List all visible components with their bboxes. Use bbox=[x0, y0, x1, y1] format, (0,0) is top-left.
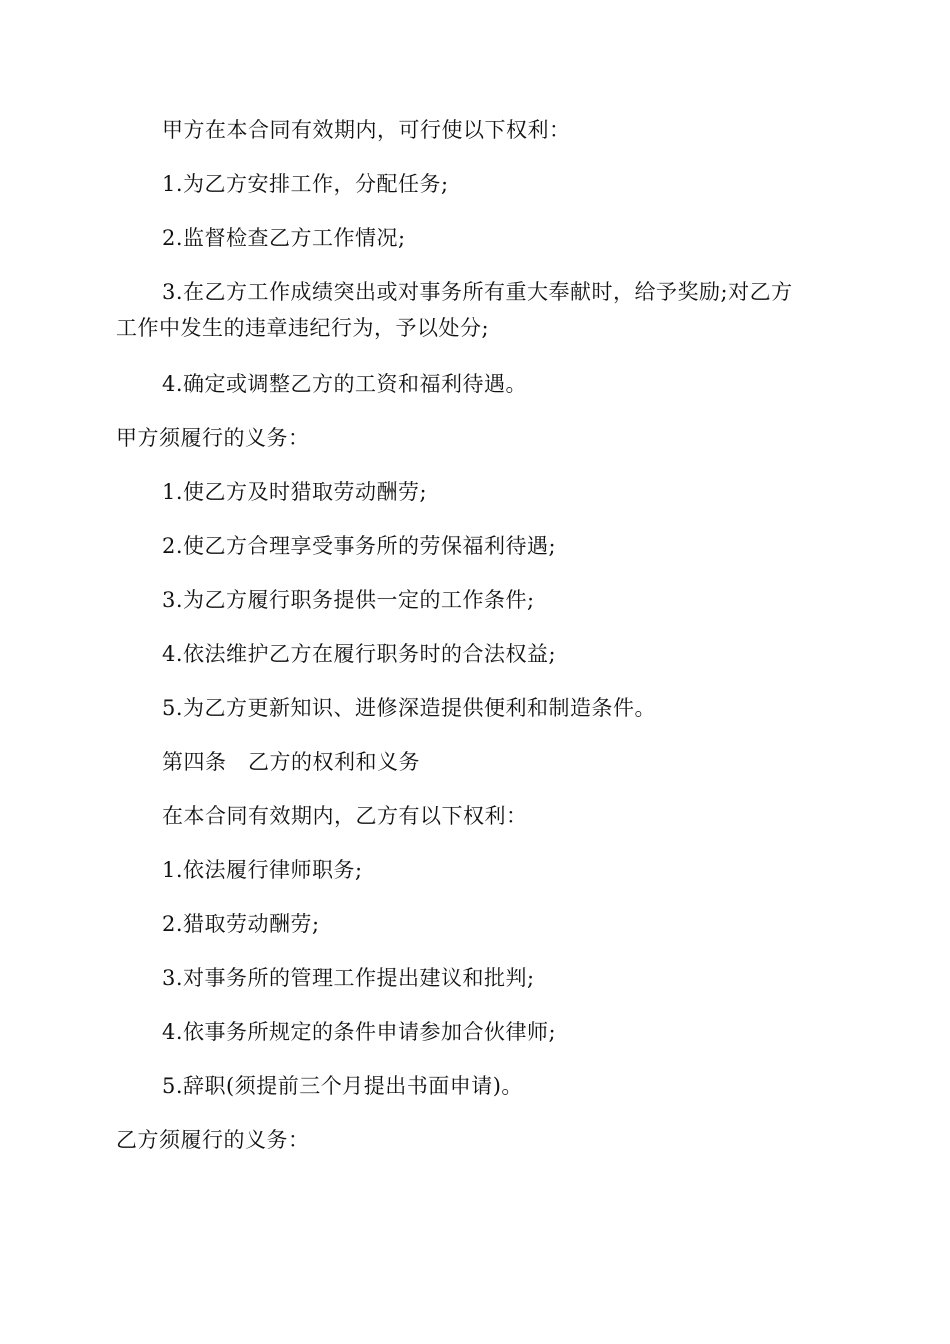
list-item-a-duty-3: 3.为乙方履行职务提供一定的工作条件; bbox=[162, 588, 535, 612]
list-item-b-right-4: 4.依事务所规定的条件申请参加合伙律师; bbox=[162, 1020, 557, 1044]
section-heading-article-4: 第四条 乙方的权利和义务 bbox=[162, 750, 420, 774]
list-item-b-right-2: 2.猎取劳动酬劳; bbox=[162, 912, 320, 936]
list-item-a-duty-5: 5.为乙方更新知识、进修深造提供便利和制造条件。 bbox=[162, 696, 657, 720]
list-item-b-right-5: 5.辞职(须提前三个月提出书面申请)。 bbox=[162, 1074, 523, 1098]
list-item-a-right-1: 1.为乙方安排工作，分配任务; bbox=[162, 172, 449, 196]
list-item-a-right-3-continued: 工作中发生的违章违纪行为，予以处分; bbox=[116, 316, 490, 340]
paragraph-party-b-rights-intro: 在本合同有效期内，乙方有以下权利： bbox=[162, 804, 528, 828]
list-item-a-right-2: 2.监督检查乙方工作情况; bbox=[162, 226, 406, 250]
list-item-a-duty-1: 1.使乙方及时猎取劳动酬劳; bbox=[162, 480, 428, 504]
list-item-b-right-1: 1.依法履行律师职务; bbox=[162, 858, 363, 882]
list-item-a-duty-4: 4.依法维护乙方在履行职务时的合法权益; bbox=[162, 642, 557, 666]
paragraph-party-b-duties-intro: 乙方须履行的义务： bbox=[116, 1128, 310, 1152]
paragraph-party-a-duties-intro: 甲方须履行的义务： bbox=[116, 426, 310, 450]
list-item-a-duty-2: 2.使乙方合理享受事务所的劳保福利待遇; bbox=[162, 534, 557, 558]
list-item-b-right-3: 3.对事务所的管理工作提出建议和批判; bbox=[162, 966, 535, 990]
list-item-a-right-3: 3.在乙方工作成绩突出或对事务所有重大奉献时，给予奖励;对乙方 bbox=[162, 280, 793, 304]
list-item-a-right-4: 4.确定或调整乙方的工资和福利待遇。 bbox=[162, 372, 528, 396]
paragraph-party-a-rights-intro: 甲方在本合同有效期内，可行使以下权利： bbox=[162, 118, 571, 142]
